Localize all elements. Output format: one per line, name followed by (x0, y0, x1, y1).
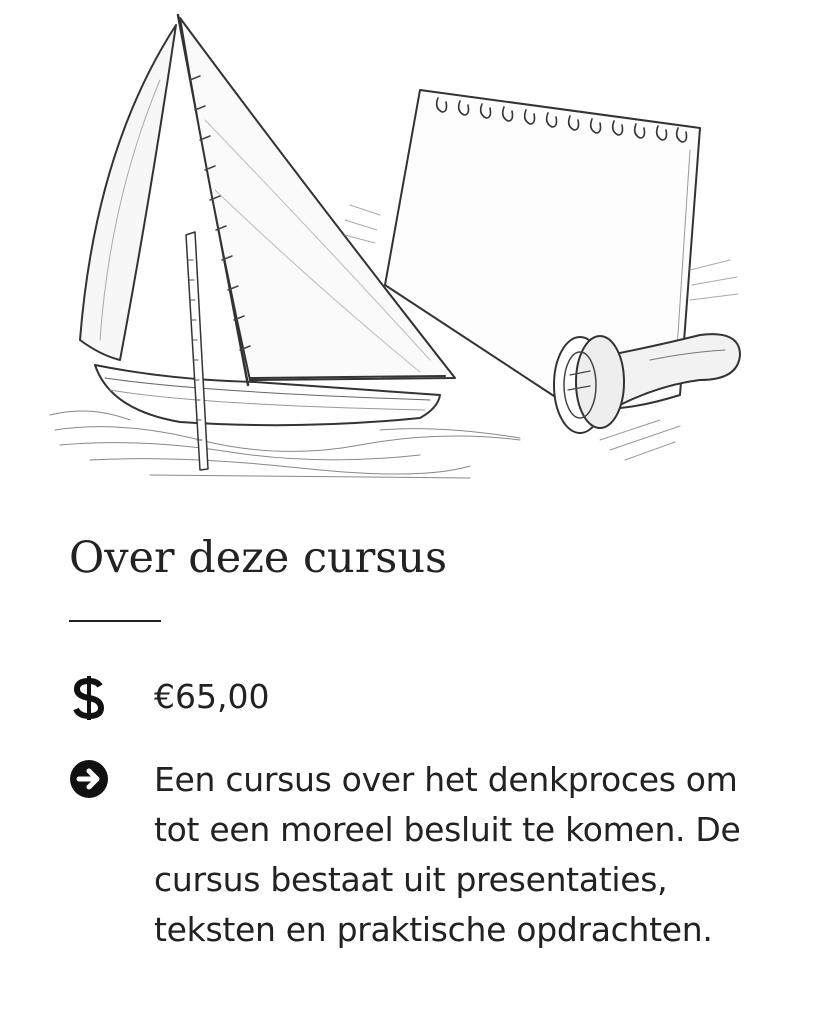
course-illustration (0, 0, 822, 490)
title-divider (69, 620, 161, 622)
price-row (69, 672, 769, 722)
course-price: €65,00 (154, 677, 270, 716)
description-row (69, 755, 769, 965)
dollar-icon (69, 674, 109, 714)
section-title: Over deze cursus (69, 533, 448, 583)
course-description: Een cursus over het denkproces om tot een moreel besluit te komen. De cursus bestaat uit presentaties, teksten en praktische opdrachten. (154, 760, 741, 949)
arrow-circle-right-icon (69, 759, 109, 799)
